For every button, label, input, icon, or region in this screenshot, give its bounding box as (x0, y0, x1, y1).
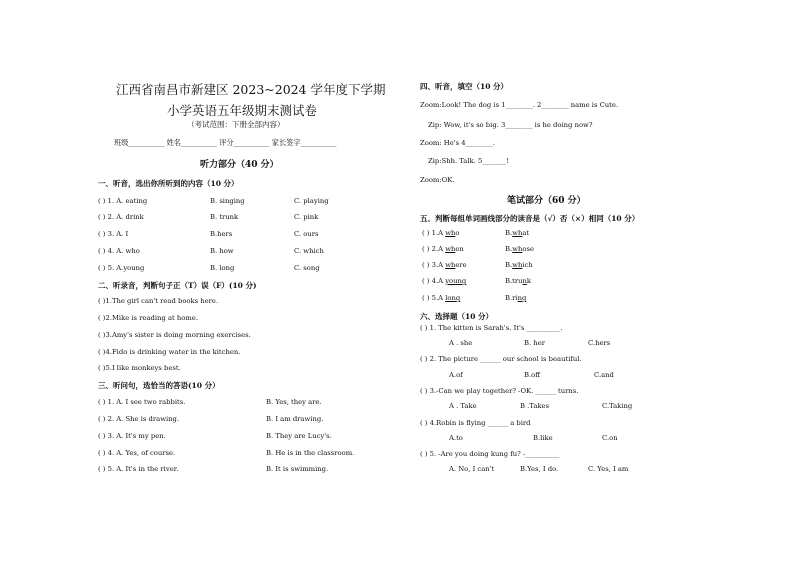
section-3-title: 三、听问句，选恰当的答语(10 分） (98, 381, 220, 390)
student-info-line: 班级__________ 姓名__________ 评分__________ 家长签字__________ (114, 138, 337, 147)
s6-q3-c: C.Taking (602, 402, 633, 410)
s1-q1: ( ) 1. A. eating (98, 197, 148, 205)
s6-q1-a: A . she (449, 339, 473, 347)
s6-q4: ( ) 4.Robin is flying ______ a bird (420, 419, 531, 427)
s3-q2-b: B. I am drawing. (266, 415, 324, 423)
s2-q5: ( )5.I like monkeys best. (98, 364, 181, 372)
s6-q4-a: A.to (449, 434, 463, 442)
s4-line4: Zip:Shh. Talk. 5_______! (428, 157, 509, 165)
section-1-title: 一、听音，选出你所听到的内容（10 分） (98, 179, 239, 188)
s6-q1: ( ) 1. The kitten is Sarah's. It's __________. (420, 324, 563, 332)
s6-q5: ( ) 5. -Are you doing kung fu? -__________ (420, 450, 560, 458)
s3-q5: ( ) 5. A. It's in the river. (98, 465, 179, 473)
s5-q4: ( ) 4.A young (422, 277, 467, 285)
section-6-title: 六、选择题（10 分） (420, 312, 494, 321)
s6-q3: ( ) 3.-Can we play together? -OK. ______ turns. (420, 387, 579, 395)
s1-q1-c: C. playing (294, 197, 329, 205)
s3-q5-b: B. It is swimming. (266, 465, 329, 473)
s1-q1-b: B. singing (210, 197, 245, 205)
s1-q3-b: B.hers (210, 230, 233, 238)
s5-q3-b: B.which (505, 261, 533, 269)
s1-q3-c: C. ours (294, 230, 319, 238)
s1-q2-b: B. trunk (210, 213, 239, 221)
s6-q2-c: C.and (594, 371, 614, 379)
s6-q4-c: C.on (602, 434, 618, 442)
s4-line5: Zoom:OK. (420, 176, 455, 184)
s6-q5-c: C. Yes, I am (588, 465, 629, 473)
s5-q5: ( ) 5.A long (422, 294, 461, 302)
exam-title: 江西省南昌市新建区 2023~2024 学年度下学期 (116, 82, 386, 97)
s6-q2: ( ) 2. The picture ______ our school is beautiful. (420, 355, 582, 363)
s3-q1: ( ) 1. A. I see two rabbits. (98, 398, 186, 406)
s6-q1-c: C.hers (588, 339, 611, 347)
s5-q1: ( ) 1.A who (422, 229, 460, 237)
s4-line1: Zoom:Look! The dog is 1________. 2________ name is Cute. (420, 101, 619, 109)
s1-q4-b: B. how (210, 247, 234, 255)
s1-q5: ( ) 5. A.young (98, 264, 145, 272)
s4-line2: Zip: Wow, it's so big. 3________ is he doing now? (428, 121, 593, 129)
s6-q5-a: A. No, I can't (449, 465, 495, 473)
s3-q4-b: B. He is in the classroom. (266, 449, 355, 457)
s4-line3: Zoom: He's 4________. (420, 139, 495, 147)
s6-q3-b: B .Takes (520, 402, 550, 410)
s1-q4-c: C. which (294, 247, 324, 255)
s2-q2: ( )2.Mike is reading at home. (98, 314, 198, 322)
s6-q2-a: A.of (449, 371, 463, 379)
writing-part-title: 笔试部分（60 分） (507, 196, 586, 206)
listening-part-title: 听力部分（40 分） (200, 160, 279, 170)
s6-q3-a: A . Take (449, 402, 477, 410)
s2-q1: ( )1.The girl can't read books here. (98, 297, 219, 305)
section-5-title: 五、判断每组单词画线部分的读音是（√）否（×）相同（10 分） (420, 214, 640, 223)
s1-q5-c: C. song (294, 264, 320, 272)
s5-q4-b: B.trunk (505, 277, 532, 285)
section-4-title: 四、听音，填空（10 分） (420, 82, 509, 91)
s1-q2: ( ) 2. A. drink (98, 213, 144, 221)
s6-q5-b: B.Yes, I do. (520, 465, 559, 473)
s2-q4: ( )4.Fido is drinking water in the kitchen. (98, 348, 241, 356)
exam-scope: （考试范围：下册全部内容） (187, 120, 285, 129)
s3-q2: ( ) 2. A. She is drawing. (98, 415, 180, 423)
s3-q4: ( ) 4. A. Yes, of course. (98, 449, 176, 457)
s3-q3: ( ) 3. A. It's my pen. (98, 432, 166, 440)
s5-q2-b: B.whose (505, 245, 534, 253)
s1-q2-c: C. pink (294, 213, 319, 221)
s3-q3-b: B. They are Lucy's. (266, 432, 332, 440)
s5-q5-b: B.ring (505, 294, 527, 302)
section-2-title: 二、听录音，判断句子正（T）误（F）(10 分) (98, 281, 257, 290)
s3-q1-b: B. Yes, they are. (266, 398, 322, 406)
s5-q2: ( ) 2.A when (422, 245, 464, 253)
s1-q4: ( ) 4. A. who (98, 247, 140, 255)
s6-q4-b: B.like (533, 434, 553, 442)
exam-subtitle: 小学英语五年级期末测试卷 (167, 103, 318, 118)
s2-q3: ( )3.Amy's sister is doing morning exercises. (98, 331, 251, 339)
s5-q1-b: B.what (505, 229, 530, 237)
s1-q3: ( ) 3. A. I (98, 230, 129, 238)
s6-q1-b: B. her (524, 339, 545, 347)
s1-q5-b: B. long (210, 264, 235, 272)
s6-q2-b: B.off (524, 371, 541, 379)
s5-q3: ( ) 3.A where (422, 261, 467, 269)
